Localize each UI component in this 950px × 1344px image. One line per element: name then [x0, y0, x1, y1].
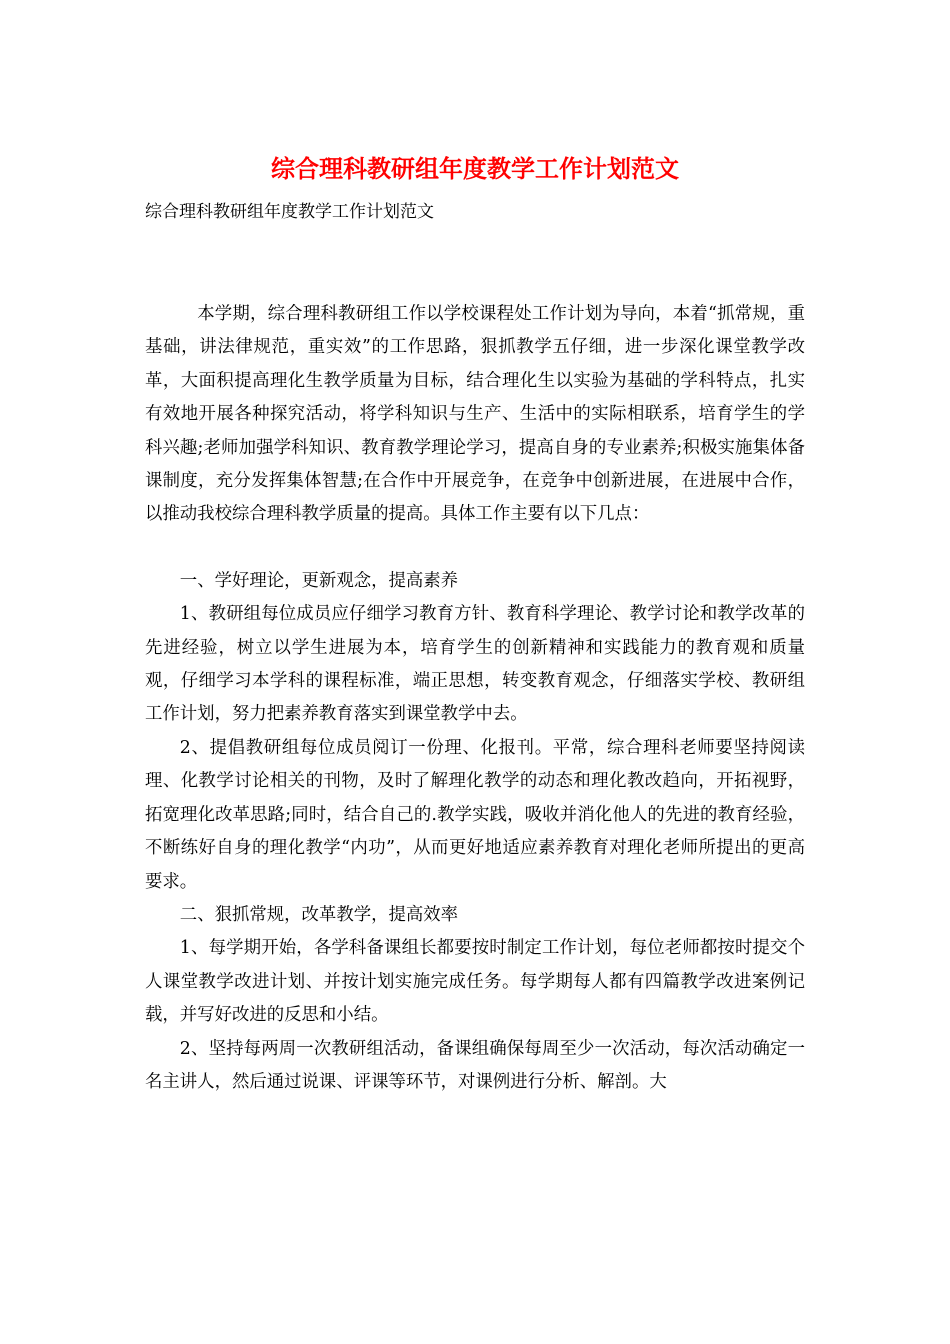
section-2-item-1: 1、每学期开始，各学科备课组长都要按时制定工作计划，每位老师都按时提交个人课堂教学改进计划、并按计划实施完成任务。每学期每人都有四篇教学改进案例记载，并写好改进的反思和小结。: [145, 938, 805, 1026]
paragraph-spacer: [145, 532, 805, 565]
document-title: 综合理科教研组年度教学工作计划范文: [271, 154, 679, 183]
section-heading-2: 二、狠抓常规，改革教学，提高效率: [179, 904, 459, 925]
document-body: [145, 298, 805, 1099]
section-1-item-2: 2、提倡教研组每位成员阅订一份理、化报刊。平常，综合理科老师要坚持阅读理、化教学讨论相关的刊物，及时了解理化教学的动态和理化教改趋向，开拓视野，拓宽理化改革思路;同时，结合自己的.教学实践，吸收并消化他人的先进的教育经验，不断练好自身的理化教学“内功”，从而更好地适应素养教育对理化老师所提出的更高要求。: [145, 737, 805, 892]
section-heading-1: 一、学好理论，更新观念，提高素养: [179, 570, 459, 591]
intro-paragraph: 本学期，综合理科教研组工作以学校课程处工作计划为导向，本着“抓常规，重基础，讲法律规范，重实效”的工作思路，狠抓教学五仔细，进一步深化课堂教学改革，大面积提高理化生教学质量为目标，结合理化生以实验为基础的学科特点，扎实有效地开展各种探究活动，将学科知识与生产、生活中的实际相联系，培育学生的学科兴趣;老师加强学科知识、教育教学理论学习，提高自身的专业素养;积极实施集体备课制度，充分发挥集体智慧;在合作中开展竞争，在竞争中创新进展，在进展中合作，以推动我校综合理科教学质量的提高。具体工作主要有以下几点：: [145, 304, 805, 525]
section-1-item-1: 1、教研组每位成员应仔细学习教育方针、教育科学理论、教学讨论和教学改革的先进经验，树立以学生进展为本，培育学生的创新精神和实践能力的教育观和质量观，仔细学习本学科的课程标准，端正思想，转变教育观念，仔细落实学校、教研组工作计划，努力把素养教育落实到课堂教学中去。: [145, 604, 805, 725]
document-subtitle: 综合理科教研组年度教学工作计划范文: [145, 202, 434, 222]
section-2-item-2: 2、坚持每两周一次教研组活动，备课组确保每周至少一次活动，每次活动确定一名主讲人，然后通过说课、评课等环节，对课例进行分析、解剖。大: [145, 1038, 805, 1092]
